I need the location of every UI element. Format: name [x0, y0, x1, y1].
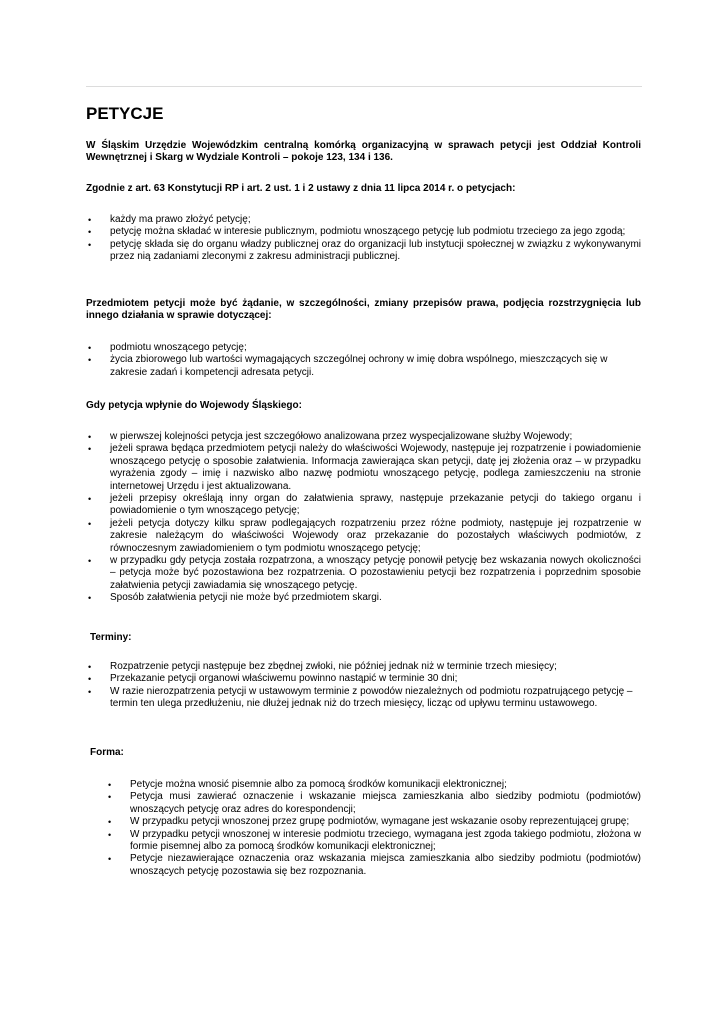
- list-item: • W przypadku petycji wnoszonej przez grupę podmiotów, wymagane jest wskazanie osoby reprezentującej grupę;: [108, 816, 630, 828]
- top-divider: [86, 86, 642, 87]
- bullet-icon: •: [88, 343, 92, 353]
- form-list: [86, 779, 641, 878]
- page-title: PETYCJE: [86, 104, 164, 123]
- list-item: • jeżeli petycja dotyczy kilku spraw podlegających rozpatrzeniu przez różne podmioty, następuje jej rozpatrzenie w zakresie należącym do właściwości Wojewody oraz przekazanie do pozostałych właściwych podmiotów, z równoczesnym zawiadomieniem o tym podmiotu wnoszącego petycję;: [88, 517, 641, 554]
- bullet-icon: •: [88, 239, 92, 250]
- rights-list: [86, 214, 641, 264]
- list-item: • petycję składa się do organu władzy publicznej oraz do organizacji lub instytucji społecznej w związku z wykonywanymi przez nią zadaniami zleconymi z zakresu administracji publicznej.: [88, 238, 641, 263]
- list-item: • w pierwszej kolejności petycja jest szczegółowo analizowana przez wyspecjalizowane służby Wojewody;: [88, 431, 573, 442]
- bullet-icon: •: [108, 829, 112, 840]
- form-heading: Forma:: [90, 747, 124, 758]
- deadlines-list: [86, 661, 641, 711]
- bullet-icon: •: [108, 780, 112, 790]
- bullet-icon: •: [88, 355, 92, 366]
- list-item: • życia zbiorowego lub wartości wymagających szczególnej ochrony w imię dobra wspólnego, mieszczących się w zakresie zadań i kompetencji adresata petycji.: [88, 354, 608, 378]
- bullet-icon: •: [108, 854, 112, 865]
- bullet-icon: •: [88, 593, 92, 604]
- list-item: • każdy ma prawo złożyć petycję;: [88, 214, 251, 225]
- list-item: • W przypadku petycji wnoszonej w interesie podmiotu trzeciego, wymagana jest zgoda takiego podmiotu, złożona w formie pisemnej albo za pomocą środków komunikacji elektronicznej;: [108, 828, 641, 853]
- list-item: • jeżeli sprawa będąca przedmiotem petycji należy do właściwości Wojewody, następuje jej rozpatrzenie i powiadomienie wnoszącego petycję o sposobie załatwienia. Informacja zawierająca skan petycji, datę jej złożenia oraz – w przypadku wyrażenia zgody – imię i nazwisko albo nazwę podmiotu wnoszącego petycję, podlega zamieszczeniu na stronie internetowej Urzędu i jest aktualizowana.: [88, 443, 641, 492]
- bullet-icon: •: [88, 662, 92, 672]
- subjects-list: [86, 342, 641, 379]
- list-item: • Rozpatrzenie petycji następuje bez zbędnej zwłoki, nie później jednak niż w terminie trzech miesięcy;: [88, 661, 557, 672]
- list-item: • Sposób załatwienia petycji nie może być przedmiotem skargi.: [88, 592, 382, 604]
- list-item: • Przekazanie petycji organowi właściwemu powinno nastąpić w terminie 30 dni;: [88, 673, 458, 685]
- list-item: • podmiotu wnoszącego petycję;: [88, 342, 247, 353]
- list-item: • W razie nierozpatrzenia petycji w ustawowym terminie z powodów niezależnych od podmiotu rozpatrującego petycję – termin ten ulega przedłużeniu, nie dłużej jednak niż do trzech miesięcy, licząc od upływu terminu ustawowego.: [88, 685, 633, 710]
- bullet-icon: •: [88, 227, 92, 238]
- list-item: • Petycje można wnosić pisemnie albo za pomocą środków komunikacji elektronicznej;: [108, 779, 507, 790]
- list-item: • w przypadku gdy petycja została rozpatrzona, a wnoszący petycję ponowił petycję bez wskazania nowych okoliczności – petycja może być pozostawiona bez rozpatrzenia. O pozostawieniu petycji bez rozpatrzenia i poprzednim sposobie załatwienia petycji zawiadamia się wnoszącego petycję.: [88, 555, 641, 591]
- bullet-icon: •: [88, 494, 92, 505]
- bullet-icon: •: [108, 792, 112, 803]
- list-item: • Petycja musi zawierać oznaczenie i wskazanie miejsca zamieszkania albo siedziby podmiotu (podmiotów) wnoszących petycję oraz adres do korespondencji;: [108, 791, 641, 815]
- bullet-icon: •: [88, 686, 92, 697]
- deadlines-heading: Terminy:: [90, 632, 132, 643]
- procedure-list: [86, 431, 641, 605]
- subject-heading: Przedmiotem petycji może być żądanie, w szczególności, zmiany przepisów prawa, podjęcia rozstrzygnięcia lub innego działania w sprawie dotyczącej:: [86, 298, 641, 322]
- bullet-icon: •: [88, 432, 92, 442]
- bullet-icon: •: [88, 674, 92, 685]
- intro-paragraph: W Śląskim Urzędzie Wojewódzkim centralną komórką organizacyjną w sprawach petycji jest Oddział Kontroli Wewnętrznej i Skarg w Wydziale Kontroli – pokoje 123, 134 i 136.: [86, 140, 641, 164]
- list-item: • jeżeli przepisy określają inny organ do załatwienia sprawy, następuje przekazanie petycji do takiego organu i powiadomienie o tym wnoszącego petycję;: [88, 493, 641, 517]
- bullet-icon: •: [88, 556, 92, 567]
- bullet-icon: •: [88, 215, 92, 225]
- bullet-icon: •: [108, 817, 112, 828]
- list-item: • petycję można składać w interesie publicznym, podmiotu wnoszącego petycję lub podmiotu trzeciego za jego zgodą;: [88, 226, 626, 238]
- list-item: • Petycje niezawierające oznaczenia oraz wskazania miejsca zamieszkania albo siedziby podmiotu (podmiotów) wnoszących petycję pozostawia się bez rozpoznania.: [108, 853, 641, 877]
- bullet-icon: •: [88, 444, 92, 455]
- legal-basis: Zgodnie z art. 63 Konstytucji RP i art. 2 ust. 1 i 2 ustawy z dnia 11 lipca 2014 r. o petycjach:: [86, 183, 516, 194]
- procedure-heading: Gdy petycja wpłynie do Wojewody Śląskiego:: [86, 400, 302, 411]
- bullet-icon: •: [88, 518, 92, 529]
